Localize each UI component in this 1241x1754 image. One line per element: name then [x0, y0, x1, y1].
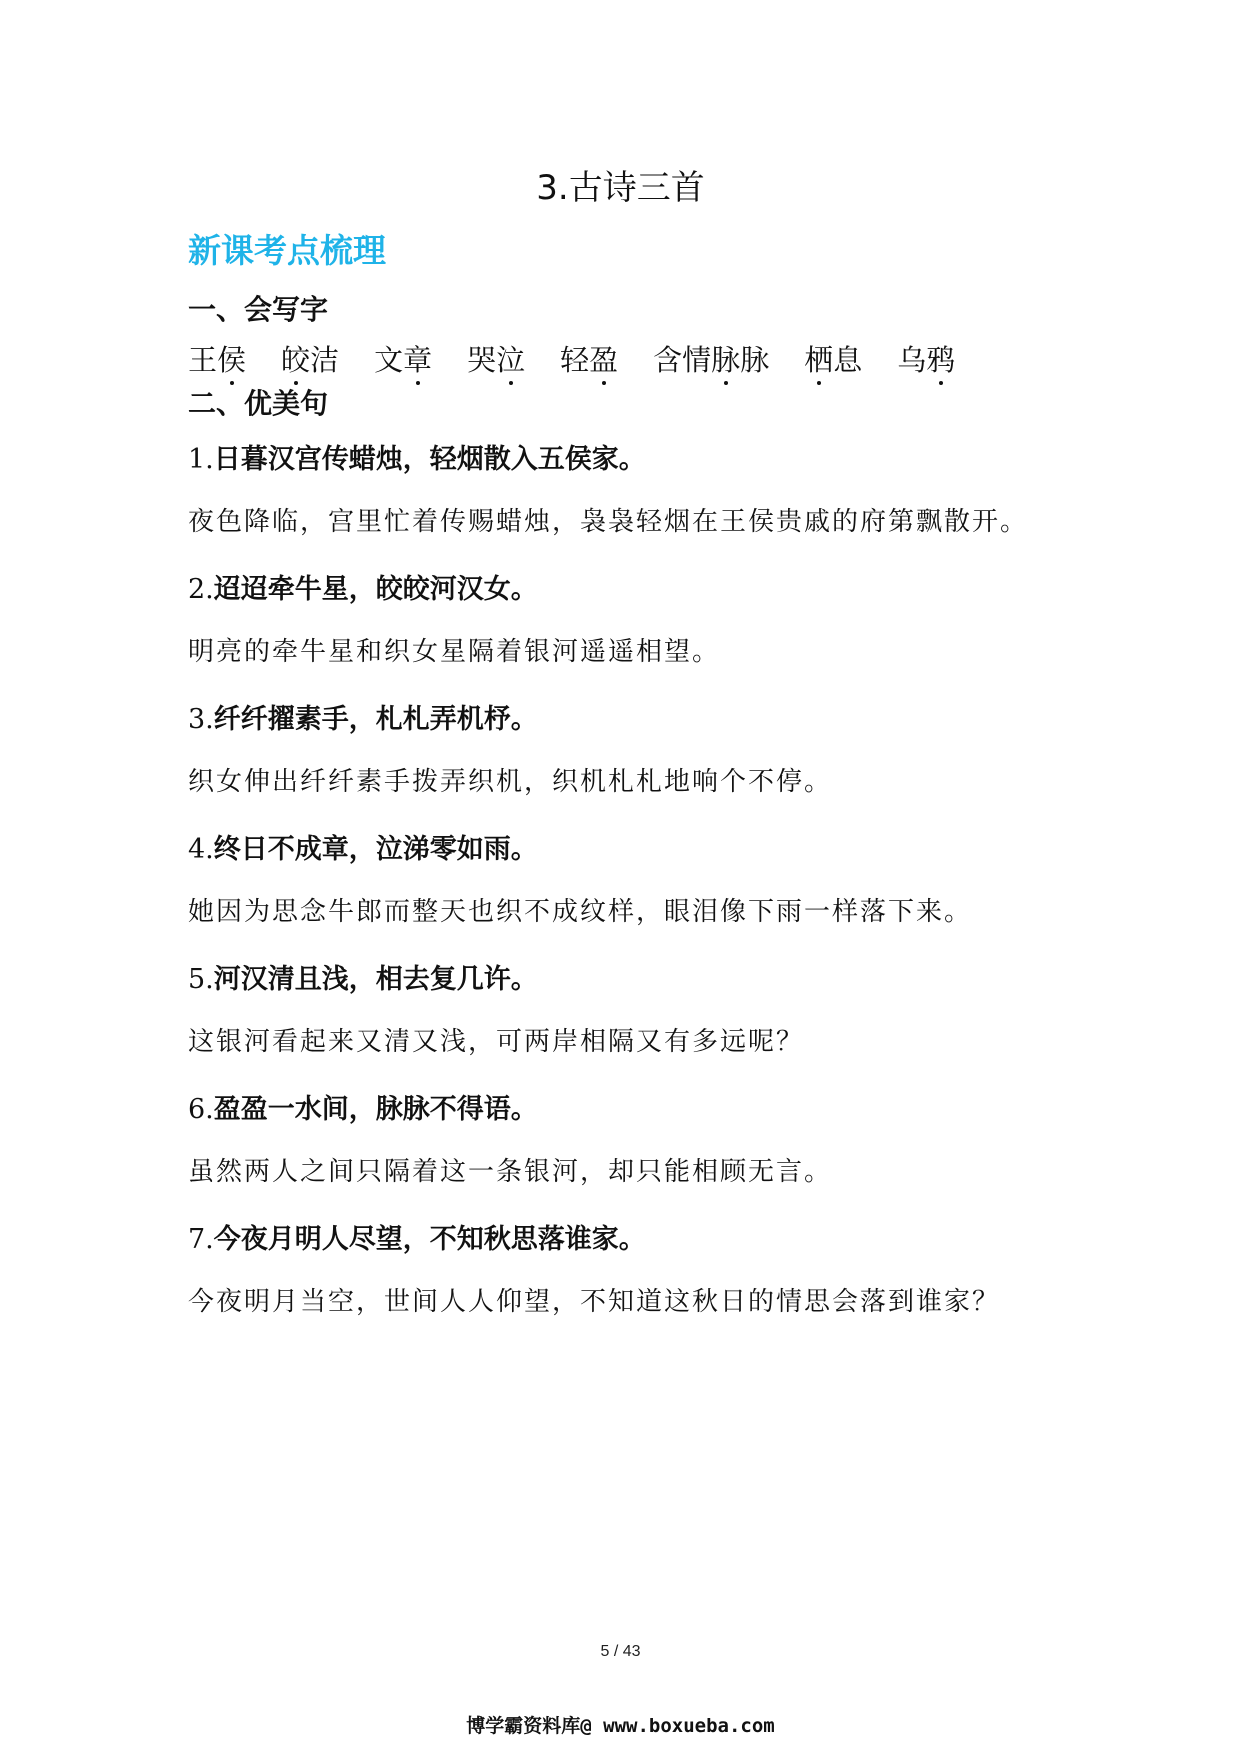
- word-item: 王侯: [188, 338, 246, 379]
- translation: 明亮的牵牛星和织女星隔着银河遥遥相望。: [188, 637, 721, 667]
- translation: 今夜明月当空，世间人人仰望，不知道这秋日的情思会落到谁家？: [188, 1287, 1001, 1317]
- page-number: 5 / 43: [600, 1643, 641, 1660]
- poem-line: 3.纤纤擢素手，札札弄机杼。: [188, 704, 538, 735]
- translation: 她因为思念牛郎而整天也织不成纹样，眼泪像下雨一样落下来。: [188, 897, 973, 927]
- translation: 虽然两人之间只隔着这一条银河，却只能相顾无言。: [188, 1157, 833, 1187]
- word-list: [188, 338, 990, 379]
- word-item: 栖息: [804, 338, 862, 379]
- poem-line: 6.盈盈一水间，脉脉不得语。: [188, 1094, 538, 1125]
- word-item: 轻盈: [560, 338, 618, 379]
- poem-line: 7.今夜月明人尽望，不知秋思落谁家。: [188, 1224, 646, 1255]
- poem-line: 4.终日不成章，泣涕零如雨。: [188, 834, 538, 865]
- translation: 这银河看起来又清又浅，可两岸相隔又有多远呢？: [188, 1027, 805, 1057]
- part1-heading: 一、会写字: [188, 293, 329, 326]
- page-title: 3.古诗三首: [536, 168, 705, 208]
- translation: 夜色降临，宫里忙着传赐蜡烛，袅袅轻烟在王侯贵戚的府第飘散开。: [188, 507, 1029, 537]
- part2-heading: 二、优美句: [188, 387, 329, 420]
- word-item: 文章: [374, 338, 432, 379]
- section-heading: 新课考点梳理: [188, 231, 386, 270]
- footer-watermark: 博学霸资料库@ www.boxueba.com: [466, 1715, 775, 1737]
- poem-line: 1.日暮汉宫传蜡烛，轻烟散入五侯家。: [188, 444, 646, 475]
- translation: 织女伸出纤纤素手拨弄织机，织机札札地响个不停。: [188, 767, 833, 797]
- word-item: 含情脉脉: [653, 338, 769, 379]
- poem-line: 5.河汉清且浅，相去复几许。: [188, 964, 538, 995]
- word-item: 乌鸦: [897, 338, 955, 379]
- word-item: 哭泣: [467, 338, 525, 379]
- word-item: 皎洁: [281, 338, 339, 379]
- poem-line: 2.迢迢牵牛星，皎皎河汉女。: [188, 574, 538, 605]
